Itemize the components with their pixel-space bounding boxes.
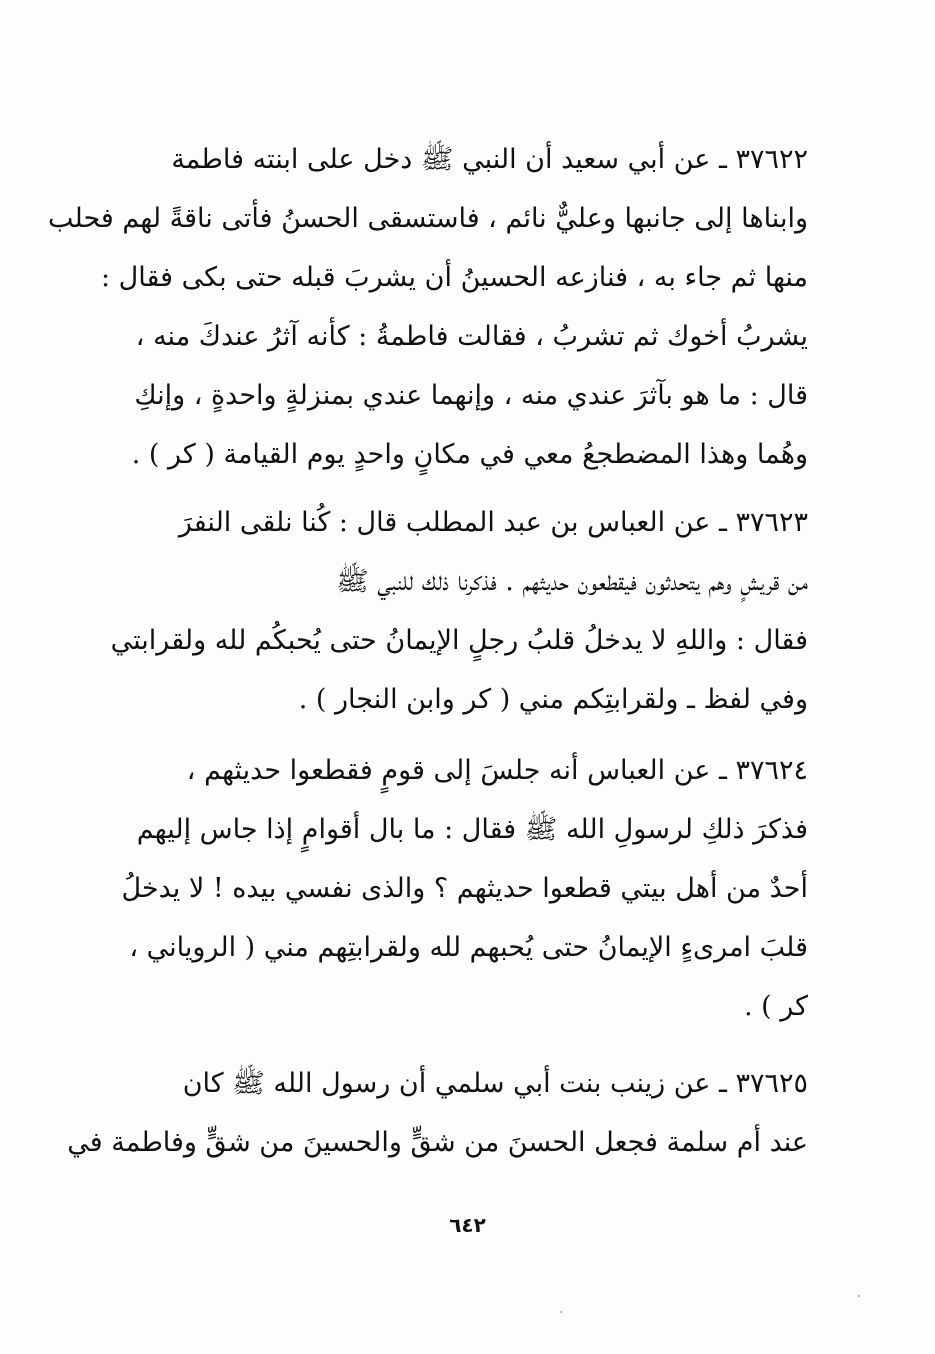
- text-line: ٣٧٦٢٣ ـ عن العباس بن عبد المطلب قال : كُنا نلقى النفرَ: [178, 507, 808, 538]
- text-line: قال : ما هو بآثرَ عندي منه ، وإنهما عندي بمنزلةٍ واحدةٍ ، وإنكِ: [134, 380, 808, 411]
- page-number: ٦٤٢: [449, 1213, 486, 1237]
- text-line: منها ثم جاء به ، فنازعه الحسينُ أن يشربَ قبله حتى بكى فقال :: [101, 262, 808, 293]
- text-line: وفي لفظ ـ ولقرابتِكم مني ( كر وابن النجار ) .: [298, 684, 808, 715]
- text-line: ٣٧٦٢٤ ـ عن العباس أنه جلسَ إلى قومٍ فقطعوا حديثهم ،: [186, 755, 808, 786]
- hadith-37625: [67, 1054, 808, 1172]
- paragraph: [67, 1054, 808, 1172]
- scan-speck: [560, 1311, 562, 1313]
- text-line: كر ) .: [743, 991, 808, 1022]
- text-line: أحدٌ من أهل بيتي قطعوا حديثهم ؟ والذى نفسي بيده ! لا يدخلُ: [121, 873, 808, 904]
- text-line: ٣٧٦٢٢ ـ عن أبي سعيد أن النبي ﷺ دخل على ابنته فاطمة: [171, 144, 808, 175]
- scan-speck: [858, 1295, 860, 1297]
- hadith-37623: [100, 493, 808, 729]
- text-line: يشربُ أخوك ثم تشربُ ، فقالت فاطمةُ : كأنه آثرُ عندكَ منه ،: [135, 321, 808, 352]
- hadith-37622: [48, 130, 808, 484]
- text-line: عند أم سلمة فجعل الحسنَ من شقٍّ والحسينَ من شقٍّ وفاطمة في: [67, 1127, 808, 1158]
- text-line: وابناها إلى جانبها وعليٌّ نائم ، فاستسقى الحسنُ فأتى ناقةً لهم فحلب: [48, 203, 808, 234]
- text-line: قلبَ امرىءٍ الإيمانُ حتى يُحبهم لله ولقرابتِهم مني ( الروياني ،: [129, 932, 808, 963]
- text-line: من قريشٍ وهم يتحدثون فيقطعون حديثهم . فذكرنا ذلك للنبي ﷺ: [336, 566, 808, 597]
- text-line: وهُما وهذا المضطجعُ معي في مكانٍ واحدٍ يوم القيامة ( كر ) .: [131, 439, 808, 470]
- paragraph: [100, 493, 808, 729]
- text-line: ٣٧٦٢٥ ـ عن زينب بنت أبي سلمي أن رسول الله ﷺ كان: [182, 1068, 808, 1099]
- paragraph: [48, 130, 808, 484]
- text-line: فذكرَ ذلكِ لرسولِ الله ﷺ فقال : ما بال أقوامٍ إذا جاس إليهم: [136, 814, 808, 845]
- text-line: فقال : واللهِ لا يدخلُ قلبُ رجلٍ الإيمانُ حتى يُحبكُم لله ولقرابتي: [110, 625, 808, 656]
- hadith-37624: [100, 741, 808, 1036]
- paragraph: [100, 741, 808, 1036]
